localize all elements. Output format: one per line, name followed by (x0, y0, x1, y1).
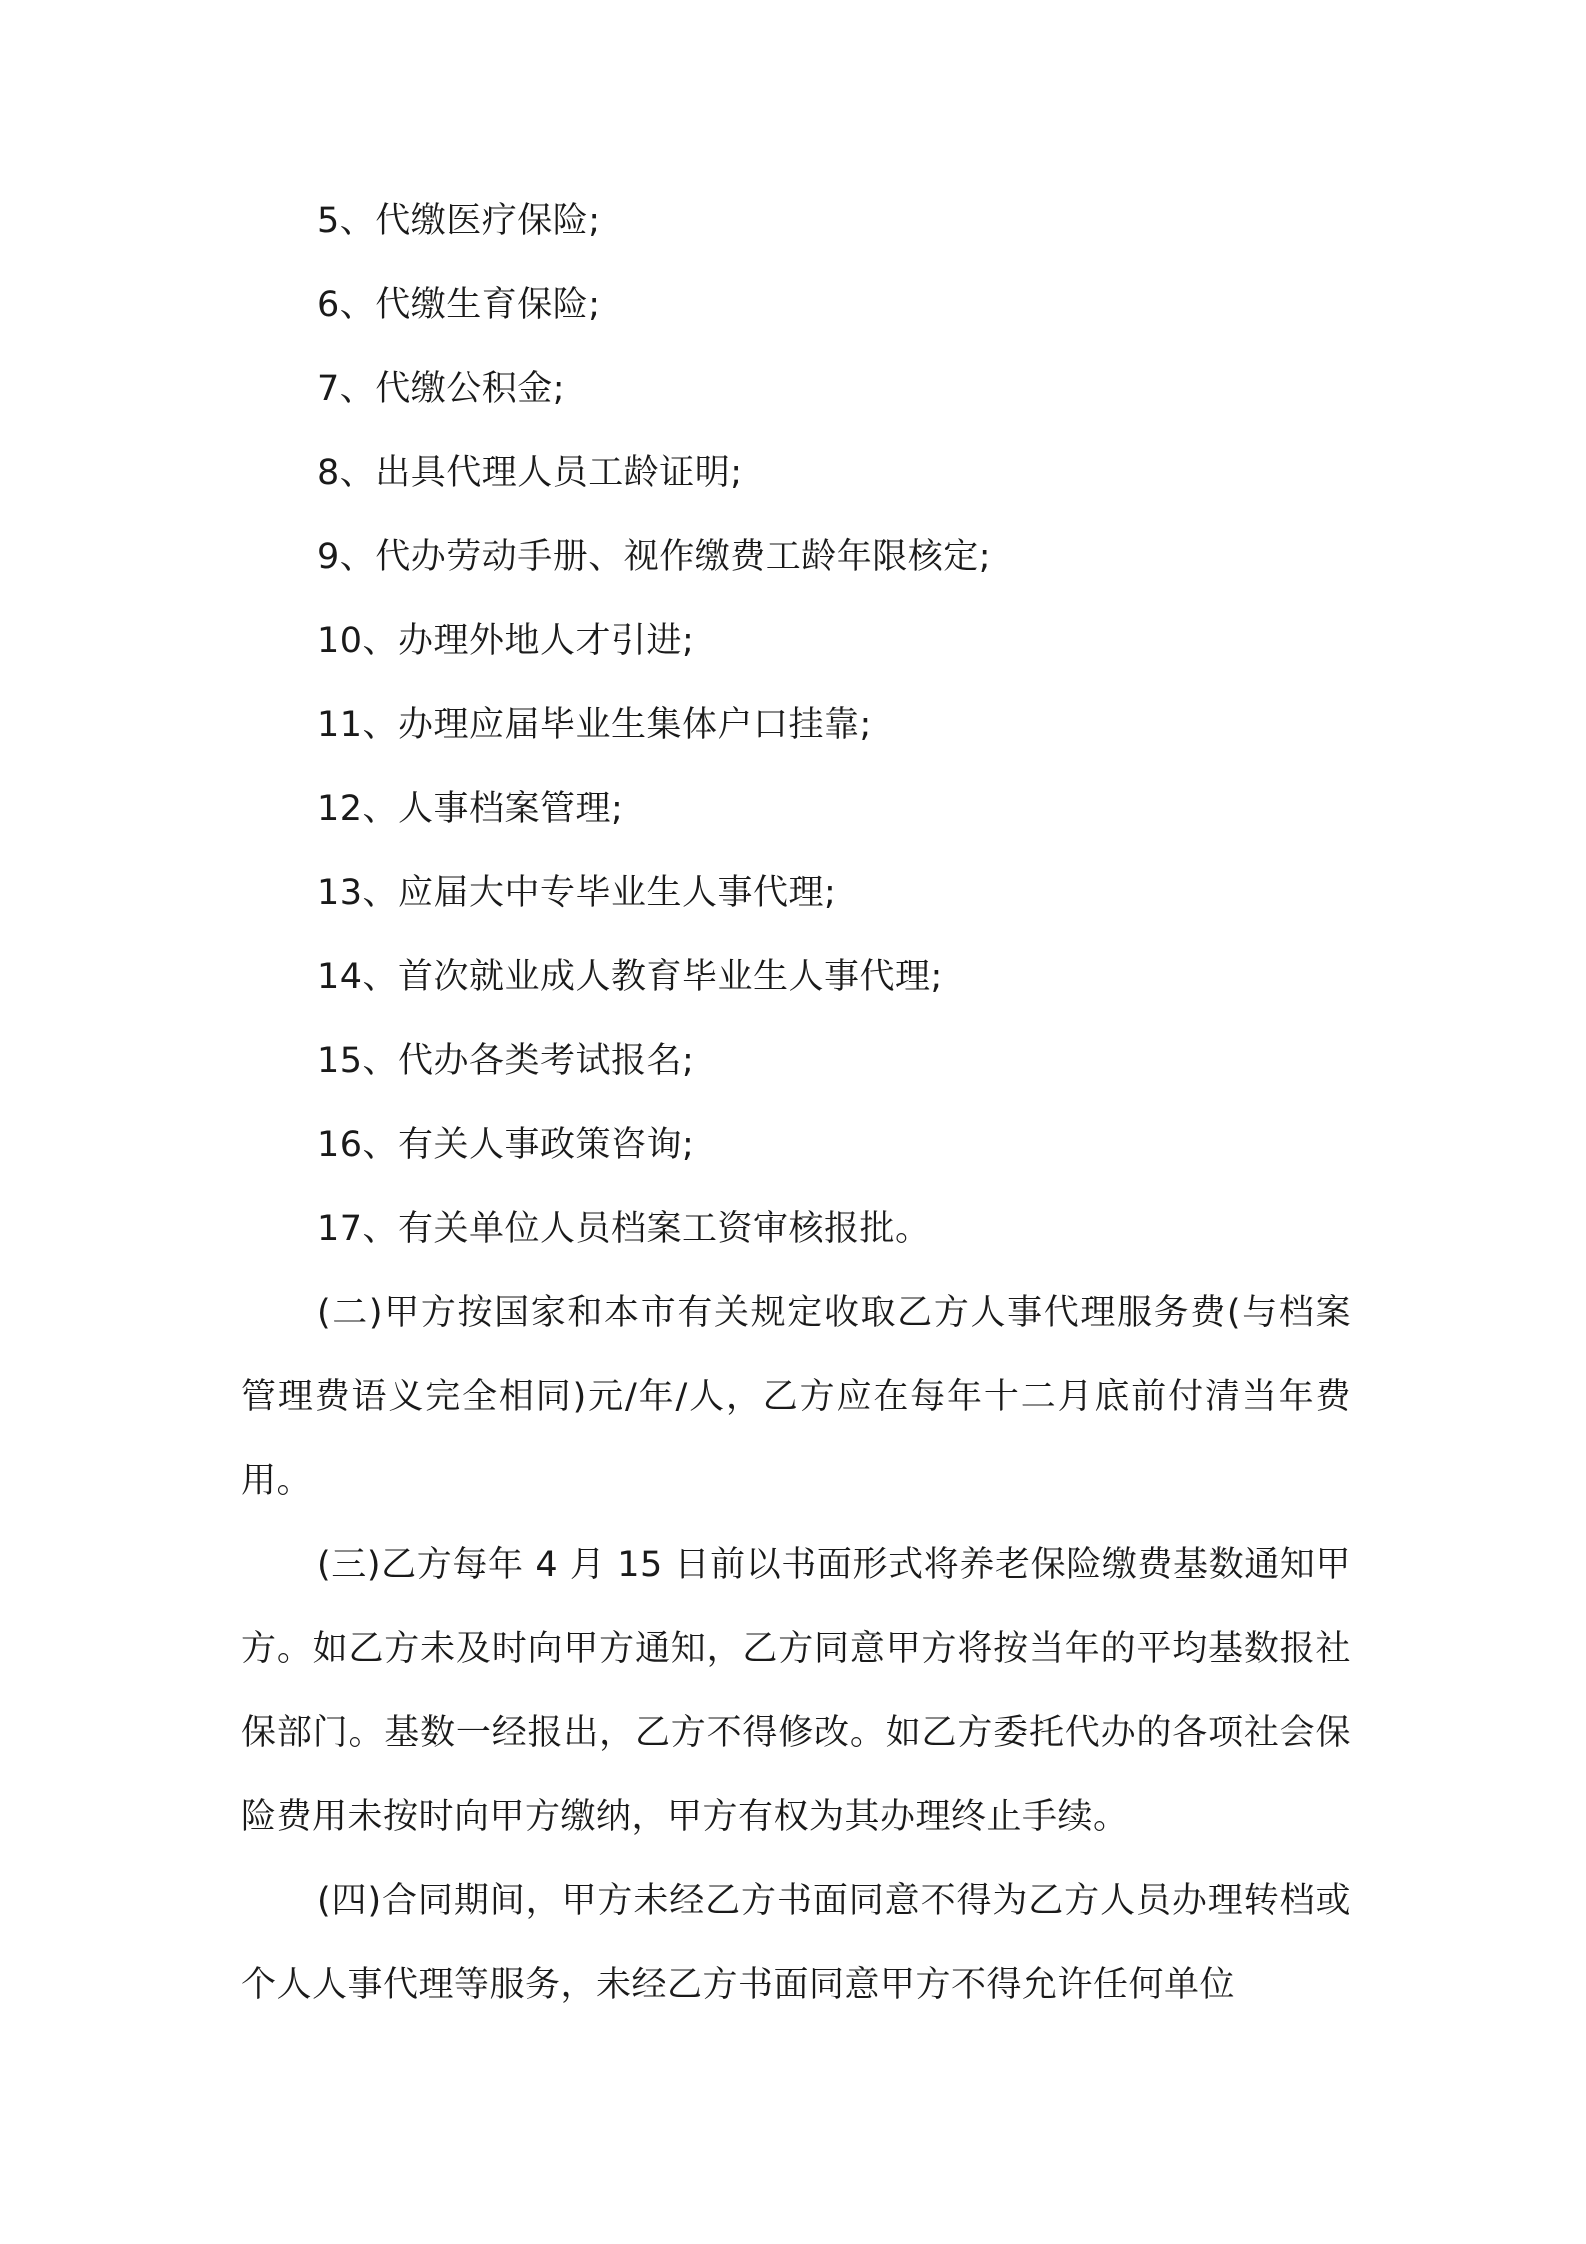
list-item: 7、代缴公积金; (317, 369, 566, 409)
list-item: 13、应届大中专毕业生人事代理; (317, 873, 837, 913)
document-body (241, 196, 1351, 2027)
list-item: 17、有关单位人员档案工资审核报批。 (317, 1209, 931, 1249)
list-item: 16、有关人事政策咨询; (317, 1125, 695, 1165)
paragraph-contract-period: (四)合同期间，甲方未经乙方书面同意不得为乙方人员办理转档或个人人事代理等服务，未经乙方书面同意甲方不得允许任何单位 (241, 1881, 1351, 2005)
paragraph-fee: (二)甲方按国家和本市有关规定收取乙方人事代理服务费(与档案管理费语义完全相同)元/年/人，乙方应在每年十二月底前付清当年费用。 (241, 1293, 1351, 1501)
list-item: 6、代缴生育保险; (317, 285, 601, 325)
list-item: 5、代缴医疗保险; (317, 201, 601, 241)
list-item: 9、代办劳动手册、视作缴费工龄年限核定; (317, 537, 992, 577)
list-item: 11、办理应届毕业生集体户口挂靠; (317, 705, 872, 745)
list-item: 14、首次就业成人教育毕业生人事代理; (317, 957, 943, 997)
list-item: 12、人事档案管理; (317, 789, 624, 829)
list-item: 10、办理外地人才引进; (317, 621, 695, 661)
paragraph-pension-base: (三)乙方每年 4 月 15 日前以书面形式将养老保险缴费基数通知甲方。如乙方未及时向甲方通知，乙方同意甲方将按当年的平均基数报社保部门。基数一经报出，乙方不得修改。如乙方委托代办的各项社会保险费用未按时向甲方缴纳，甲方有权为其办理终止手续。 (241, 1545, 1351, 1837)
list-item: 15、代办各类考试报名; (317, 1041, 695, 1081)
list-item: 8、出具代理人员工龄证明; (317, 453, 743, 493)
